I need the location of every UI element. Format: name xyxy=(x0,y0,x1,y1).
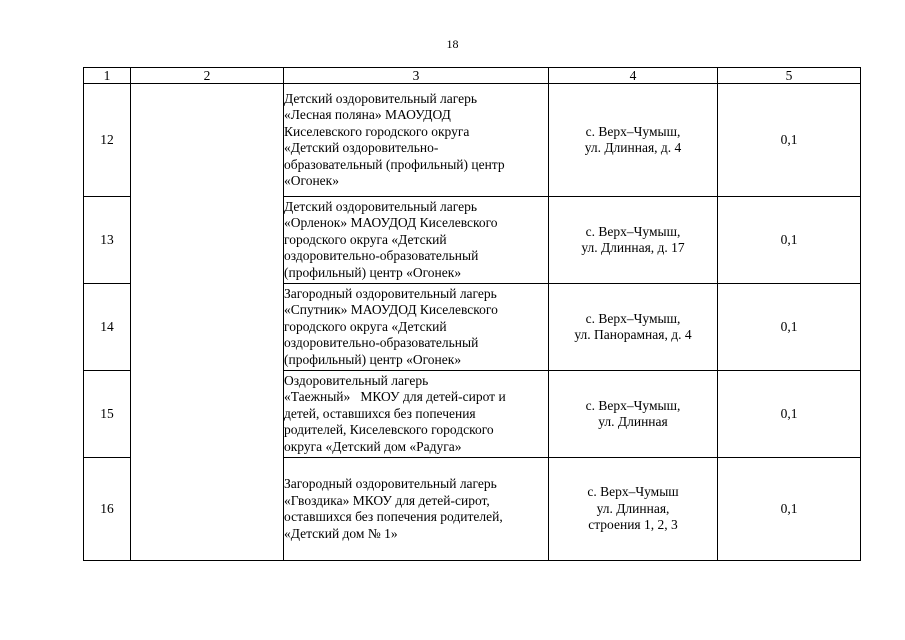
facility-name-line: Оздоровительный лагерь xyxy=(284,372,429,388)
table-row xyxy=(84,84,861,197)
facility-name-line: образовательный (профильный) центр xyxy=(284,156,505,172)
address-line: с. Верх–Чумыш, xyxy=(585,397,681,413)
row-number-cell: 15 xyxy=(84,371,131,458)
row-number-cell: 12 xyxy=(84,84,131,197)
row-number-cell: 14 xyxy=(84,284,131,371)
column-header-2: 2 xyxy=(131,68,284,84)
address-line: с. Верх–Чумыш xyxy=(587,484,679,500)
facility-name-line: «Огонек» xyxy=(284,173,339,188)
facility-name-line: Детский оздоровительный лагерь xyxy=(284,90,478,106)
facility-name-line: родителей, Киселевского городского xyxy=(284,422,494,438)
facility-name-line: «Лесная поляна» МАОУДОД xyxy=(284,107,451,122)
address-line: с. Верх–Чумыш, xyxy=(585,310,681,326)
address-cell xyxy=(549,371,718,458)
facility-name-line: «Гвоздика» МКОУ для детей-сирот, xyxy=(284,492,490,508)
facility-name-line: Киселевского городского округа xyxy=(284,123,470,139)
address-cell xyxy=(549,84,718,197)
facility-name-line: оздоровительно-образовательный xyxy=(284,248,479,264)
facility-name-line: городского округа «Детский xyxy=(284,318,447,334)
facility-name-line: Загородный оздоровительный лагерь xyxy=(284,285,497,301)
facility-name-line: (профильный) центр «Огонек» xyxy=(284,351,462,367)
facility-name-cell xyxy=(284,197,549,284)
address-cell xyxy=(549,197,718,284)
address-line: ул. Длинная, д. 17 xyxy=(581,240,685,255)
header-row xyxy=(84,68,861,84)
facility-name-line: «Детский дом № 1» xyxy=(284,525,398,541)
column-header-4: 4 xyxy=(549,68,718,84)
address-line: ул. Длинная, д. 4 xyxy=(584,140,682,155)
facility-name-line: городского округа «Детский xyxy=(284,231,447,247)
facility-name-line: оздоровительно-образовательный xyxy=(284,335,479,351)
address-line: ул. Длинная xyxy=(598,414,668,429)
facility-name-line: (профильный) центр «Огонек» xyxy=(284,264,462,280)
address-line: с. Верх–Чумыш, xyxy=(585,123,681,139)
document-table xyxy=(83,67,861,561)
facility-name-line: Загородный оздоровительный лагерь xyxy=(284,476,497,491)
column-header-3: 3 xyxy=(284,68,549,84)
value-cell: 0,1 xyxy=(718,84,861,197)
facility-name-line: «Таежный» МКОУ для детей-сирот и xyxy=(284,389,506,405)
column-header-5: 5 xyxy=(718,68,861,84)
page-number: 18 xyxy=(446,37,459,51)
facility-name-cell xyxy=(284,284,549,371)
facility-name-line: Детский оздоровительный лагерь xyxy=(284,198,478,214)
facility-name-cell xyxy=(284,84,549,197)
merged-empty-column-cell xyxy=(131,84,284,561)
facility-name-cell xyxy=(284,371,549,458)
address-line: с. Верх–Чумыш, xyxy=(585,223,681,239)
value-cell: 0,1 xyxy=(718,458,861,561)
address-line: строения 1, 2, 3 xyxy=(588,517,678,533)
value-cell: 0,1 xyxy=(718,371,861,458)
facility-name-line: детей, оставшихся без попечения xyxy=(284,405,476,421)
facility-name-line: «Орленок» МАОУДОД Киселевского xyxy=(284,215,498,231)
value-cell: 0,1 xyxy=(718,284,861,371)
value-cell: 0,1 xyxy=(718,197,861,284)
facility-name-line: «Детский оздоровительно- xyxy=(284,140,439,155)
facility-name-line: округа «Детский дом «Радуга» xyxy=(284,438,462,454)
row-number-cell: 13 xyxy=(84,197,131,284)
row-number-cell: 16 xyxy=(84,458,131,561)
facility-name-cell xyxy=(284,458,549,561)
address-line: ул. Панорамная, д. 4 xyxy=(574,327,692,342)
address-cell xyxy=(549,458,718,561)
address-cell xyxy=(549,284,718,371)
facility-name-line: «Спутник» МАОУДОД Киселевского xyxy=(284,302,498,318)
address-line: ул. Длинная, xyxy=(596,500,670,516)
facility-name-line: оставшихся без попечения родителей, xyxy=(284,509,503,524)
column-header-1: 1 xyxy=(84,68,131,84)
